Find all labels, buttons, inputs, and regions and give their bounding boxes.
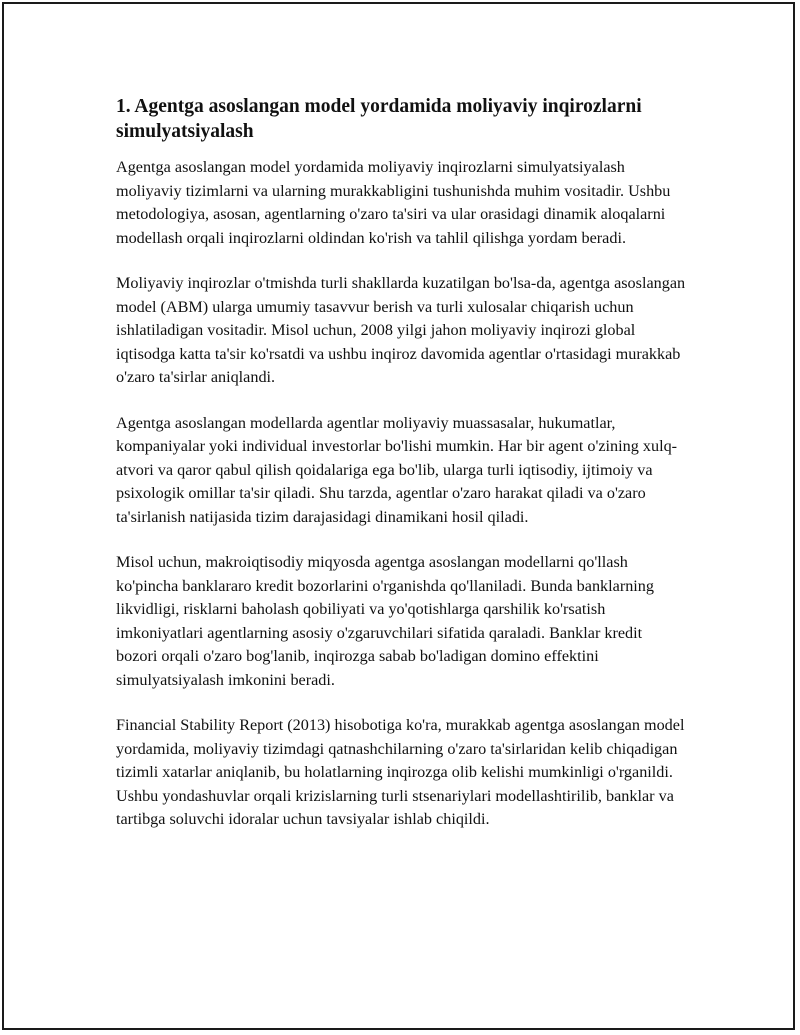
paragraph-5: Financial Stability Report (2013) hisobotiga ko'ra, murakkab agentga asoslangan model yordamida, moliyaviy tizimdagi qatnashchilarning o'zaro ta'sirlaridan kelib chiqadigan tizimli xatarlar aniqlanib, bu holatlarning inqirozga olib kelishi mumkinligi o'rganildi. Ushbu yondashuvlar orqali krizislarning turli stsenariylari modellashtirilib, banklar va tartibga soluvchi idoralar uchun tavsiyalar ishlab chiqildi. [116, 716, 685, 828]
section-heading: 1. Agentga asoslangan model yordamida moliyaviy inqirozlarni simulyatsiyalash [116, 96, 642, 142]
paragraph-1: Agentga asoslangan model yordamida moliyaviy inqirozlarni simulyatsiyalash moliyaviy tizimlarni va ularning murakkabligini tushunishda muhim vositadir. Ushbu metodologiya, asosan, agentlarning o'zaro ta'siri va ular orasidagi dinamik aloqalarni modellash orqali inqirozlarni oldindan ko'rish va tahlil qilishga yordam beradi. [116, 158, 671, 247]
document-body [116, 94, 686, 854]
paragraph-4: Misol uchun, makroiqtisodiy miqyosda agentga asoslangan modellarni qo'llash ko'pincha banklararo kredit bozorlarini o'rganishda qo'llaniladi. Bunda banklarning likvidligi, risklarni baholash qobiliyati va yo'qotishlarga qarshilik ko'rsatish imkoniyatlari agentlarning asosiy o'zgaruvchilari sifatida qaraladi. Banklar kredit bozori orqali o'zaro bog'lanib, inqirozga sabab bo'ladigan domino effektini simulyatsiyalash imkonini beradi. [116, 553, 654, 689]
paragraph-2: Moliyaviy inqirozlar o'tmishda turli shakllarda kuzatilgan bo'lsa-da, agentga asoslangan model (ABM) ularga umumiy tasavvur berish va turli xulosalar chiqarish uchun ishlatiladigan vositadir. Misol uchun, 2008 yilgi jahon moliyaviy inqirozi global iqtisodga katta ta'sir ko'rsatdi va ushbu inqiroz davomida agentlar o'rtasidagi murakkab o'zaro ta'sirlar aniqlandi. [116, 274, 686, 386]
paragraph-3: Agentga asoslangan modellarda agentlar moliyaviy muassasalar, hukumatlar, kompaniyalar yoki individual investorlar bo'lishi mumkin. Har bir agent o'zining xulq-atvori va qaror qabul qilish qoidalariga ega bo'lib, ularga turli iqtisodiy, ijtimoiy va psixologik omillar ta'sir qiladi. Shu tarzda, agentlar o'zaro harakat qiladi va o'zaro ta'sirlanish natijasida tizim darajasidagi dinamikani hosil qiladi. [116, 413, 678, 526]
